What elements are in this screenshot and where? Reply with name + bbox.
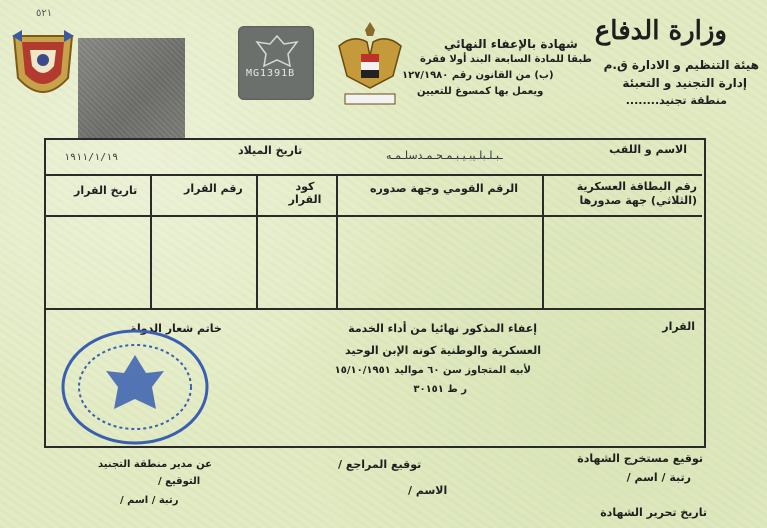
egypt-eagle-icon bbox=[333, 16, 407, 112]
certificate-title: شهادة بالإعفاء النهائي bbox=[444, 37, 578, 51]
manager-label: عن مدير منطقة التجنيد bbox=[98, 459, 212, 470]
name-row bbox=[44, 138, 702, 176]
col-decision-date: تاريخ القرار bbox=[74, 184, 138, 197]
name-label: الاسم و اللقب bbox=[609, 143, 687, 156]
table-col-divider bbox=[256, 174, 258, 308]
extractor-rank-label: رتبة / اسم / bbox=[626, 471, 691, 484]
name-value: ـبـلـبلـيبـيـبـمـحـمـدسلـمـه bbox=[386, 149, 503, 162]
certificate-law-line: (ب) من القانون رقم ١٢٧/١٩٨٠ bbox=[402, 70, 554, 81]
department-name: إدارة التجنيد و التعبئة bbox=[622, 76, 747, 90]
top-number: ٥٢١ bbox=[36, 8, 53, 19]
dob-value: ١٩١١/١/١٩ bbox=[64, 152, 119, 163]
extractor-signature-label: توقيع مستخرج الشهادة bbox=[577, 452, 703, 465]
decision-line: العسكرية والوطنية كونه الإبن الوحيد bbox=[345, 344, 541, 357]
photo-placeholder bbox=[78, 38, 185, 138]
table-col-divider bbox=[150, 174, 152, 308]
decision-line: ر ط ٣٠١٥١ bbox=[413, 384, 467, 395]
military-emblem-icon bbox=[8, 28, 78, 108]
state-stamp-label: خاتم شعار الدولة bbox=[130, 322, 222, 335]
ministry-name: وزارة الدفاع bbox=[594, 16, 727, 46]
seal-code: MG1391B bbox=[246, 68, 296, 79]
issue-date-label: تاريخ تحرير الشهادة bbox=[600, 506, 707, 519]
table-col-divider bbox=[336, 174, 338, 308]
table-col-divider bbox=[542, 174, 544, 308]
region-name: منطقة تجنيد........ bbox=[625, 94, 727, 107]
blue-stamp-icon bbox=[60, 325, 210, 445]
col-military-card: رقم البطاقة العسكرية (الثلاثي) جهة صدورها bbox=[576, 180, 697, 207]
eagle-seal-icon bbox=[252, 32, 302, 70]
certificate-legal-line: طبقا للمادة السابعة البند أولا فقرة bbox=[420, 54, 592, 65]
decision-line: إعفاء المذكور نهائيا من أداء الخدمة bbox=[348, 322, 537, 335]
reviewer-signature-label: توقيع المراجع / bbox=[338, 458, 422, 471]
col-decision-number: رقم القرار bbox=[184, 182, 243, 195]
dob-label: تاريخ الميلاد bbox=[238, 144, 303, 157]
decision-line: لأبيه المتجاوز سن ٦٠ مواليد ١٥/١٠/١٩٥١ bbox=[334, 365, 531, 376]
authority-name: هيئة التنظيم و الادارة ق.م bbox=[603, 58, 759, 72]
col-decision-code: كود القرار bbox=[288, 180, 322, 206]
manager-signature-label: التوقيع / bbox=[158, 476, 201, 487]
col-national-id: الرقم القومي وجهة صدوره bbox=[370, 182, 519, 195]
reviewer-name-label: الاسم / bbox=[408, 484, 448, 497]
certificate-usage-line: ويعمل بها كمسوغ للتعيين bbox=[417, 86, 544, 97]
table-header-divider bbox=[44, 215, 702, 217]
manager-rank-label: رتبة / اسم / bbox=[120, 495, 179, 506]
decision-label: القرار bbox=[662, 320, 695, 333]
